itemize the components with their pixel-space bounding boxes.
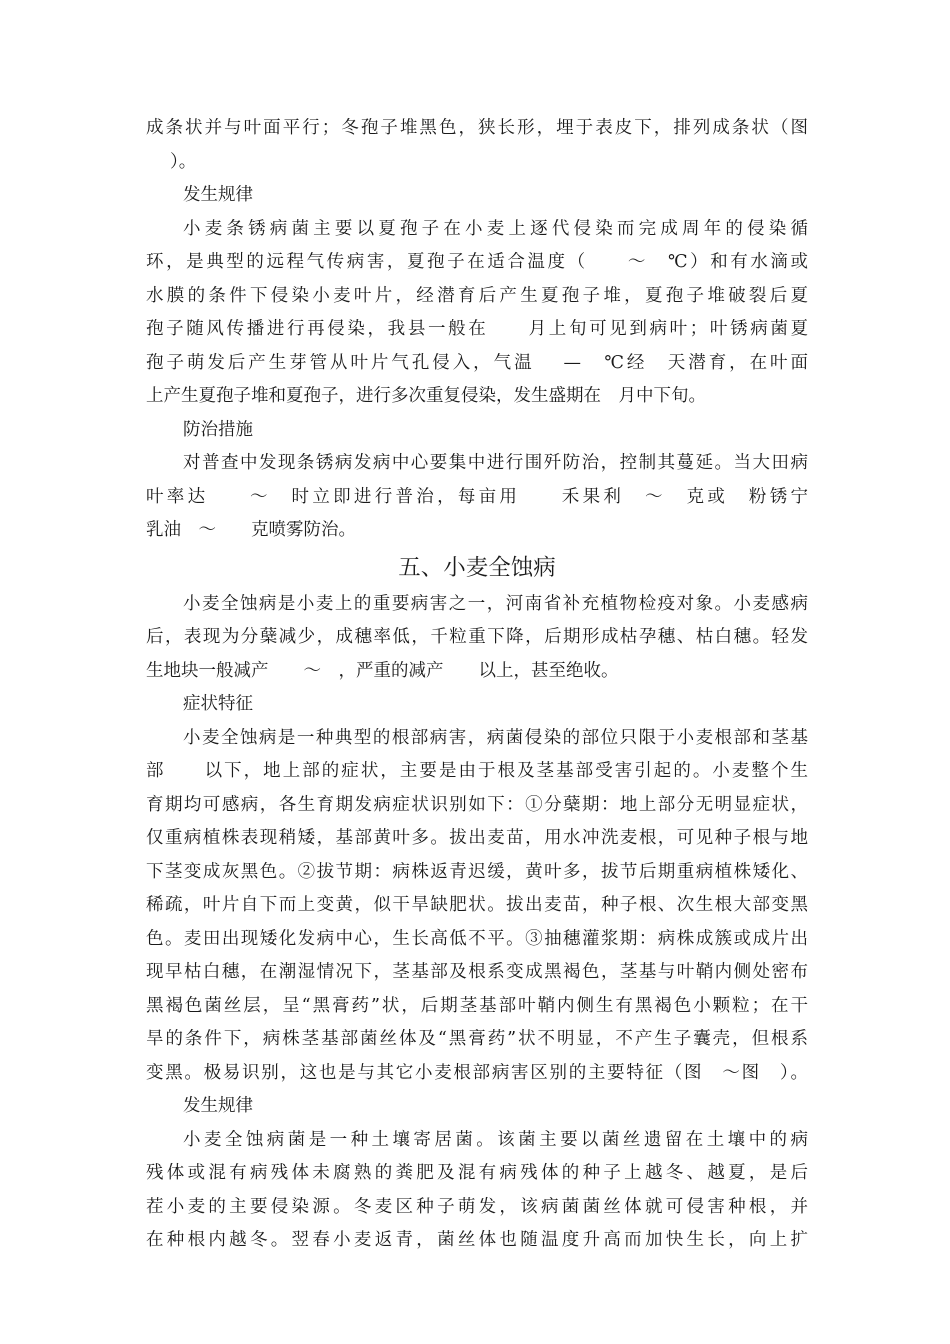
section-heading: 症状特征 — [183, 694, 253, 714]
chapter-title: 五、小麦全蚀病 — [398, 554, 556, 581]
text-line: 生地块一般减产 ～ ，严重的减产 以上，甚至绝收。 — [146, 660, 619, 681]
text-line: 稀疏，叶片自下而上变黄，似干旱缺肥状。拔出麦苗，种子根、次生根大部变黑 — [146, 895, 808, 915]
text-line: 现早枯白穗，在潮湿情况下，茎基部及根系变成黑褐色，茎基与叶鞘内侧处密布 — [146, 962, 808, 982]
text-line: 色。麦田出现矮化发病中心，生长高低不平。③抽穗灌浆期：病株成簇或成片出 — [146, 928, 808, 949]
text-line: 下茎变成灰黑色。②拔节期：病株返青迟缓，黄叶多，拔节后期重病植株矮化、 — [146, 861, 808, 882]
text-line: 后，表现为分蘖减少，成穗率低，千粒重下降，后期形成枯孕穗、枯白穗。轻发 — [146, 627, 808, 647]
section-heading: 发生规律 — [183, 185, 253, 205]
section-heading: 防治措施 — [183, 419, 253, 440]
text-line: 仅重病植株表现稍矮，基部黄叶多。拔出麦苗，用水冲洗麦根，可见种子根与地 — [146, 828, 808, 848]
section-heading: 发生规律 — [183, 1096, 253, 1116]
text-line: 旱的条件下，病株茎基部菌丝体及“黑膏药”状不明显，不产生子囊壳，但根系 — [146, 1029, 808, 1049]
text-line: 残体或混有病残体未腐熟的粪肥及混有病残体的种子上越冬、越夏，是后 — [146, 1163, 808, 1183]
text-line: 部 以下，地上部的症状，主要是由于根及茎基部受害引起的。小麦整个生 — [146, 761, 808, 781]
text-line: 环，是典型的远程气传病害，夏孢子在适合温度（ ～ ℃）和有水滴或 — [146, 252, 808, 272]
text-line: 孢子随风传播进行再侵染，我县一般在 月上旬可见到病叶；叶锈病菌夏 — [146, 319, 808, 339]
text-line: 成条状并与叶面平行；冬孢子堆黑色，狭长形，埋于表皮下，排列成条状（图 — [146, 118, 808, 138]
text-line: 乳油 ～ 克喷雾防治。 — [146, 520, 356, 540]
document-page — [146, 112, 808, 1258]
paragraph-first-line: 对普查中发现条锈病发病中心要集中进行围歼防治，控制其蔓延。当大田病 — [183, 453, 808, 473]
paragraph-first-line: 小麦条锈病菌主要以夏孢子在小麦上逐代侵染而完成周年的侵染循 — [183, 218, 808, 239]
paragraph-first-line: 小麦全蚀病是一种典型的根部病害，病菌侵染的部位只限于小麦根部和茎基 — [183, 727, 808, 748]
text-line: 叶率达 ～ 时立即进行普治，每亩用 禾果利 ～ 克或 粉锈宁 — [146, 486, 808, 507]
text-line: 茬小麦的主要侵染源。冬麦区种子萌发，该病菌菌丝体就可侵害种根，并 — [146, 1196, 808, 1217]
text-line: 在种根内越冬。翌春小麦返青，菌丝体也随温度升高而加快生长，向上扩 — [146, 1230, 808, 1250]
paragraph-first-line: 小麦全蚀病菌是一种土壤寄居菌。该菌主要以菌丝遗留在土壤中的病 — [183, 1129, 808, 1150]
text-line: ）。 — [170, 151, 197, 172]
paragraph-first-line: 小麦全蚀病是小麦上的重要病害之一，河南省补充植物检疫对象。小麦感病 — [183, 593, 808, 614]
text-line: 孢子萌发后产生芽管从叶片气孔侵入，气温 — ℃经 天潜育，在叶面 — [146, 352, 808, 373]
text-line: 育期均可感病，各生育期发病症状识别如下：①分蘖期：地上部分无明显症状， — [146, 794, 808, 815]
text-line: 黑褐色菌丝层，呈“黑膏药”状，后期茎基部叶鞘内侧生有黑褐色小颗粒；在干 — [146, 995, 808, 1016]
text-line: 变黑。极易识别，这也是与其它小麦根部病害区别的主要特征（图 ～图 ）。 — [146, 1062, 808, 1083]
text-line: 上产生夏孢子堆和夏孢子，进行多次重复侵染，发生盛期在 月中下旬。 — [146, 386, 706, 406]
text-line: 水膜的条件下侵染小麦叶片，经潜育后产生夏孢子堆，夏孢子堆破裂后夏 — [146, 285, 808, 306]
